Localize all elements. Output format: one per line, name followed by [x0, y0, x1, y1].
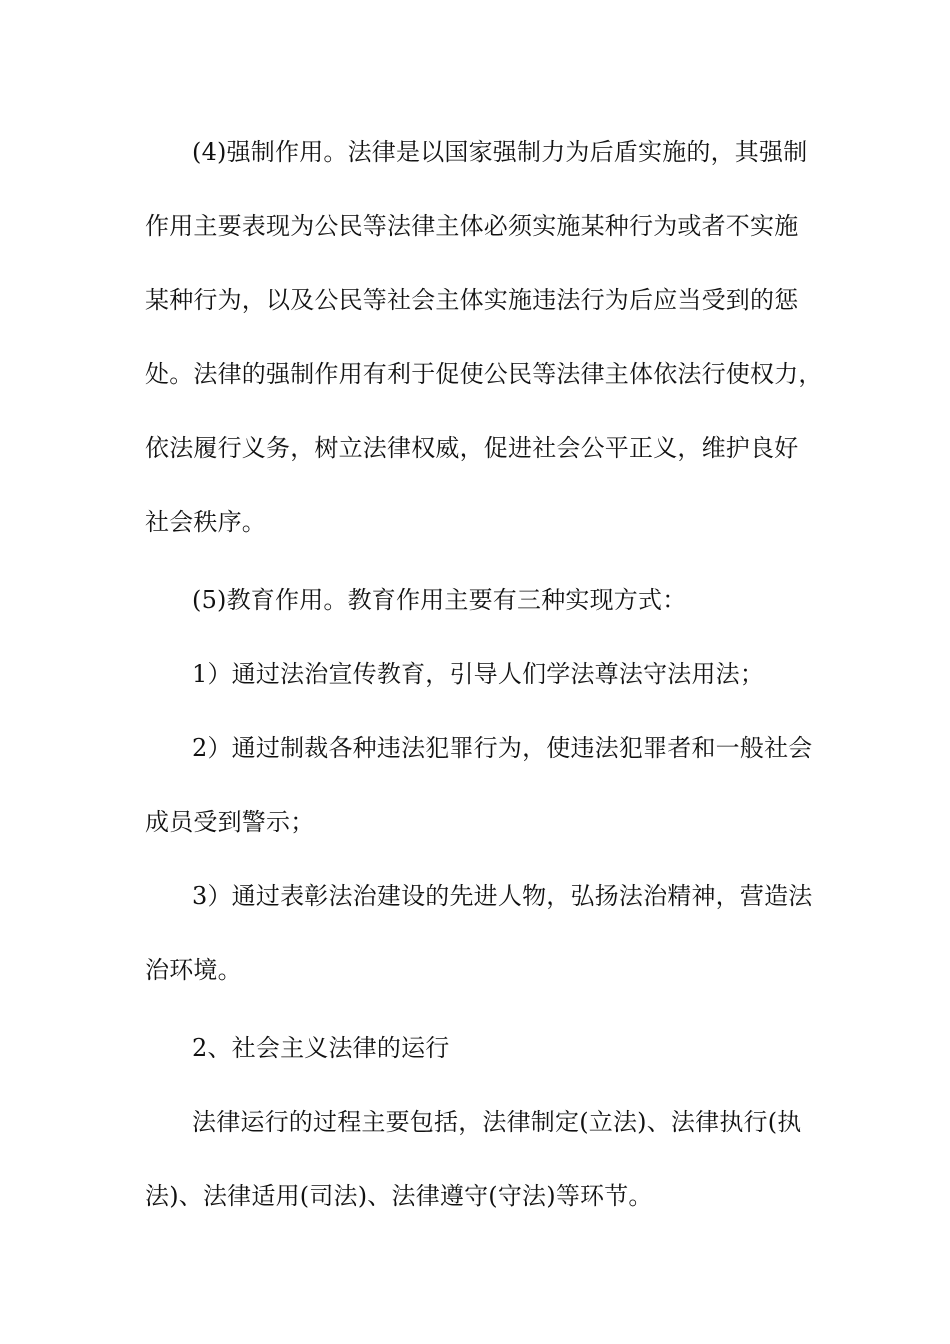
paragraph-4-line-4: 处。法律的强制作用有利于促使公民等法律主体依法行使权力， [145, 360, 823, 388]
list-item-1: 1）通过法治宣传教育，引导人们学法尊法守法用法； [192, 660, 765, 688]
final-paragraph-line-1: 法律运行的过程主要包括，法律制定(立法)、法律执行(执 [192, 1108, 802, 1136]
list-item-3-line-1: 3）通过表彰法治建设的先进人物，弘扬法治精神，营造法 [192, 882, 813, 910]
paragraph-4-line-2: 作用主要表现为公民等法律主体必须实施某种行为或者不实施 [145, 212, 799, 240]
paragraph-4-line-5: 依法履行义务，树立法律权威，促进社会公平正义，维护良好 [145, 434, 799, 462]
list-item-3-line-2: 治环境。 [145, 956, 242, 984]
list-item-2-line-1: 2）通过制裁各种违法犯罪行为，使违法犯罪者和一般社会 [192, 734, 813, 762]
paragraph-4-line-1: (4)强制作用。法律是以国家强制力为后盾实施的，其强制 [192, 138, 808, 166]
final-paragraph-line-2: 法)、法律适用(司法)、法律遵守(守法)等环节。 [145, 1182, 653, 1210]
paragraph-4-line-3: 某种行为，以及公民等社会主体实施违法行为后应当受到的惩 [145, 286, 799, 314]
section-heading: 2、社会主义法律的运行 [192, 1034, 450, 1062]
paragraph-4-line-6: 社会秩序。 [145, 508, 266, 536]
paragraph-5-line-1: (5)教育作用。教育作用主要有三种实现方式： [192, 586, 687, 614]
list-item-2-line-2: 成员受到警示； [145, 808, 315, 836]
